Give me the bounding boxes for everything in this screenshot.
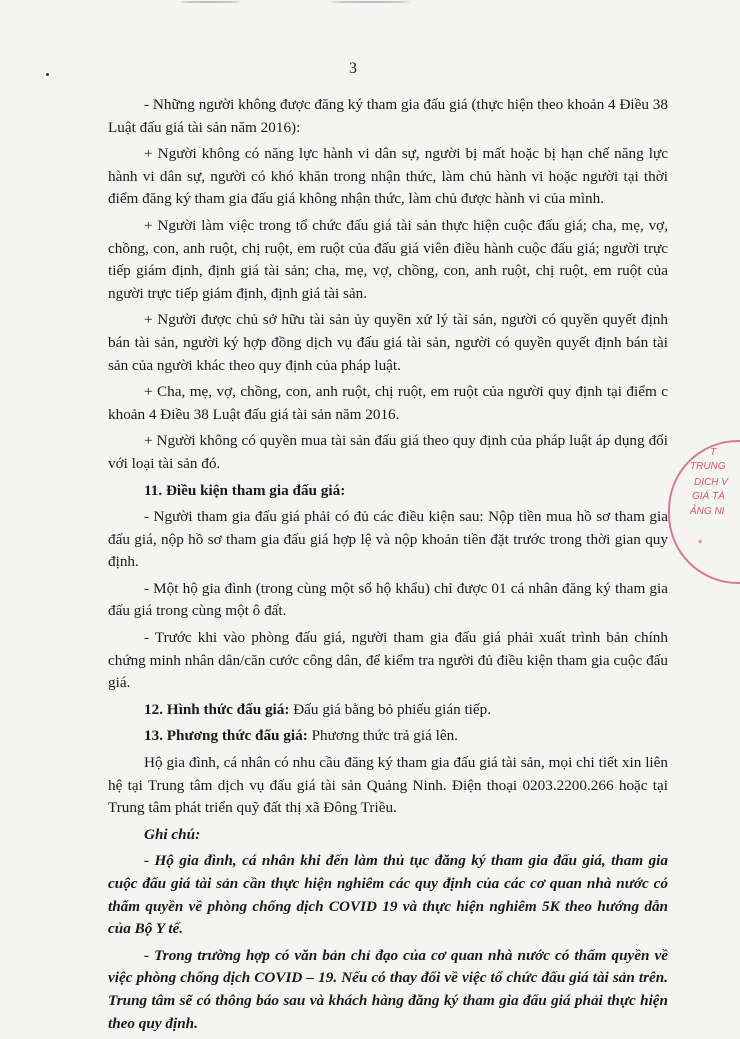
paragraph: Hộ gia đình, cá nhân có nhu cầu đăng ký tham gia đấu giá tài sản, mọi chi tiết xin liên hệ tại Trung tâm dịch vụ đấu giá tài sản Quảng Ninh. Điện thoại 0203.2200.266 hoặc tại Trung tâm phát triển quỹ đất thị xã Đông Triều. [108, 754, 668, 817]
section-heading: 11. Điều kiện tham gia đấu giá: [144, 481, 346, 499]
stamp-text: GIÁ TÀ [692, 491, 725, 502]
note-paragraph: - Trong trường hợp có văn bản chỉ đạo của cơ quan nhà nước có thẩm quyền về việc phòng chống dịch COVID – 19. Nếu có thay đổi về việc tổ chức đấu giá tài sản trên. Trung tâm sẽ có thông báo sau và khách hàng đăng ký tham gia đấu giá phải thực hiện theo quy định. [108, 946, 668, 1032]
labeled-paragraph [108, 699, 668, 722]
note-paragraph: - Hộ gia đình, cá nhân khi đến làm thủ tục đăng ký tham gia đấu giá, tham gia cuộc đấu giá tài sản cần thực hiện nghiêm các quy định của các cơ quan nhà nước có thẩm quyền về phòng chống dịch COVID 19 và thực hiện nghiêm 5K theo hướng dẫn của Bộ Y tế. [108, 852, 668, 938]
stamp-text: TRUNG [690, 461, 726, 472]
section-label: 13. Phương thức đấu giá: [144, 727, 308, 745]
paragraph: + Người không có quyền mua tài sản đấu giá theo quy định của pháp luật áp dụng đối với loại tài sản đó. [108, 432, 668, 472]
paragraph: - Người tham gia đấu giá phải có đủ các điều kiện sau: Nộp tiền mua hồ sơ tham gia đấu giá, nộp hồ sơ tham gia đấu giá hợp lệ và nộp khoản tiền đặt trước trong thời gian quy định. [108, 508, 668, 571]
document-body [108, 94, 668, 1039]
paragraph: + Người không có năng lực hành vi dân sự, người bị mất hoặc bị hạn chế năng lực hành vi dân sự, người có khó khăn trong nhận thức, làm chủ hành vi hoặc người tại thời điểm đăng ký tham gia đấu giá không nhận thức, làm chủ được hành vi của mình. [108, 145, 668, 208]
section-value: Phương thức trả giá lên. [307, 727, 458, 745]
section-label: 12. Hình thức đấu giá: [144, 700, 290, 718]
stamp-text: ẢNG NI [690, 506, 725, 517]
paragraph: - Một hộ gia đình (trong cùng một sổ hộ khẩu) chỉ được 01 cá nhân đăng ký tham gia đấu giá trong cùng một ô đất. [108, 579, 668, 620]
stamp-text: DỊCH V [694, 477, 728, 488]
paragraph: + Cha, mẹ, vợ, chồng, con, anh ruột, chị ruột, em ruột của người quy định tại điểm c khoản 4 Điều 38 Luật đấu giá tài sản năm 2016. [108, 383, 668, 423]
scan-mark [330, 1, 410, 3]
section-value: Đấu giá bằng bỏ phiếu gián tiếp. [289, 700, 492, 718]
scan-mark [180, 1, 240, 3]
scan-speck [46, 73, 49, 76]
paragraph: + Người được chủ sở hữu tài sản ủy quyền xử lý tài sản, người có quyền quyết định bán tài sản, người ký hợp đồng dịch vụ đấu giá tài sản, người có quyền quyết định bán tài sản của người khác theo quy định của pháp luật. [108, 311, 668, 374]
star-icon: * [698, 538, 703, 550]
paragraph: - Những người không được đăng ký tham gia đấu giá (thực hiện theo khoản 4 Điều 38 Luật đấu giá tài sản năm 2016): [108, 96, 668, 136]
labeled-paragraph [108, 725, 668, 748]
stamp-text: T [710, 447, 717, 458]
note-heading: Ghi chú: [144, 825, 201, 843]
red-seal-stamp [668, 440, 740, 584]
paragraph: + Người làm việc trong tổ chức đấu giá tài sản thực hiện cuộc đấu giá; cha, mẹ, vợ, chồng, con, anh ruột, chị ruột, em ruột của đấu giá viên điều hành cuộc đấu giá; người trực tiếp giám định, định giá tài sản; cha, mẹ, vợ, chồng, con, anh ruột, chị ruột, em ruột của người trực tiếp giám định, định giá tài sản. [108, 216, 668, 302]
page-number: 3 [349, 60, 357, 77]
paragraph: - Trước khi vào phòng đấu giá, người tham gia đấu giá phải xuất trình bản chính chứng minh nhân dân/căn cước công dân, để kiểm tra người đủ điều kiện tham gia cuộc đấu giá. [108, 629, 668, 692]
